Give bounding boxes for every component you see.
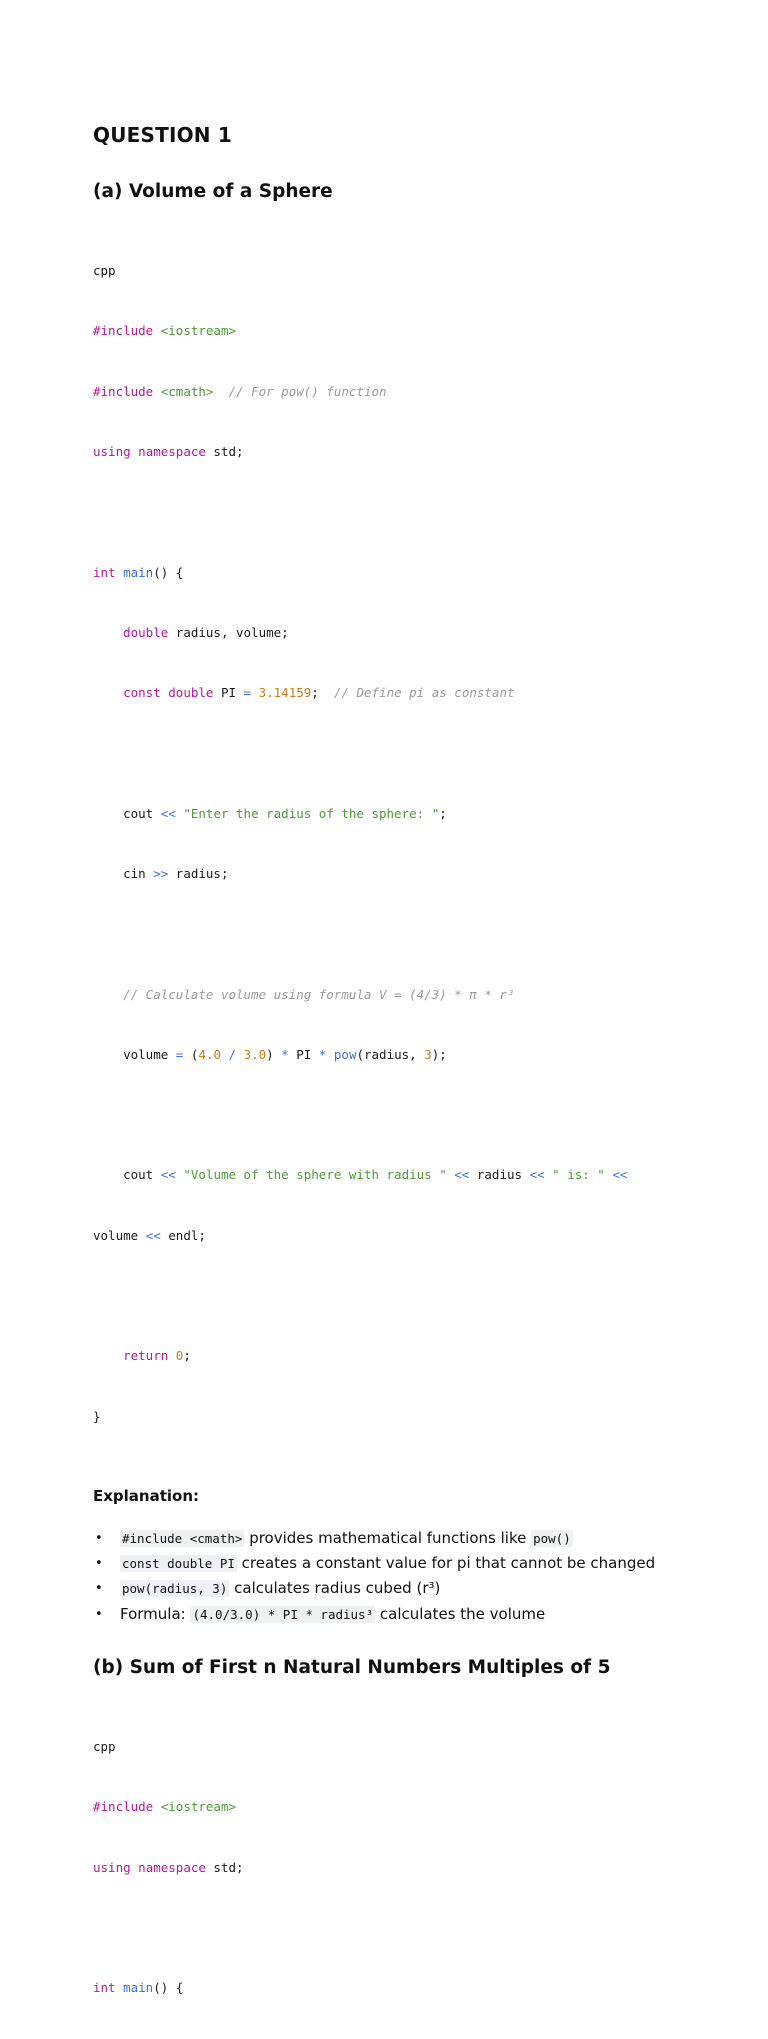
code-block-a [93, 221, 733, 1467]
code-line [93, 924, 733, 944]
code-line: #include <iostream> [93, 323, 237, 339]
bullet-icon: • [95, 1556, 103, 1572]
list-item: • #include <cmath> provides mathematical functions like pow() [93, 1526, 733, 1551]
code-line: return 0; [123, 1348, 191, 1364]
bullet-icon: • [95, 1530, 103, 1546]
code-line: #include <cmath> // For pow() function [93, 383, 387, 399]
code-line: #include <iostream> [93, 1799, 237, 1815]
code-line: volume << endl; [93, 1227, 206, 1243]
explanation-heading: Explanation: [93, 1486, 200, 1505]
code-line [93, 1918, 733, 1938]
bullet-icon: • [95, 1581, 103, 1597]
code-line: } [93, 1408, 101, 1424]
code-line: cout << "Enter the radius of the sphere: "; [123, 805, 447, 821]
code-line: using namespace std; [93, 444, 244, 460]
bullet-icon: • [95, 1606, 103, 1622]
code-line: int main() { [93, 1980, 184, 1996]
code-line: cout << "Volume of the sphere with radius " << radius << " is: " << [123, 1167, 628, 1183]
code-lang-label: cpp [93, 263, 116, 279]
code-line [93, 743, 733, 763]
code-line [93, 1105, 733, 1125]
section-a-title: (a) Volume of a Sphere [93, 181, 333, 202]
code-line [93, 1286, 733, 1306]
question-title: QUESTION 1 [93, 123, 233, 147]
explanation-list [93, 1526, 733, 1627]
section-b-title: (b) Sum of First n Natural Numbers Multiples of 5 [93, 1657, 611, 1678]
list-item: • const double PI creates a constant value for pi that cannot be changed [93, 1551, 733, 1576]
code-block-b [93, 1697, 733, 2039]
code-line: cin >> radius; [123, 866, 229, 881]
code-line [93, 502, 733, 522]
code-line: int main() { [93, 564, 184, 580]
code-line: // Calculate volume using formula V = (4/3) * π * r³ [123, 986, 515, 1002]
list-item: • Formula: (4.0/3.0) * PI * radius³ calculates the volume [93, 1602, 733, 1627]
document-content [93, 122, 733, 2039]
code-line: const double PI = 3.14159; // Define pi as constant [123, 685, 515, 701]
code-line: volume = (4.0 / 3.0) * PI * pow(radius, 3); [123, 1046, 447, 1062]
code-lang-label: cpp [93, 1739, 116, 1755]
list-item: • pow(radius, 3) calculates radius cubed (r³) [93, 1576, 733, 1601]
code-line: using namespace std; [93, 1859, 244, 1875]
code-line: double radius, volume; [123, 624, 289, 640]
